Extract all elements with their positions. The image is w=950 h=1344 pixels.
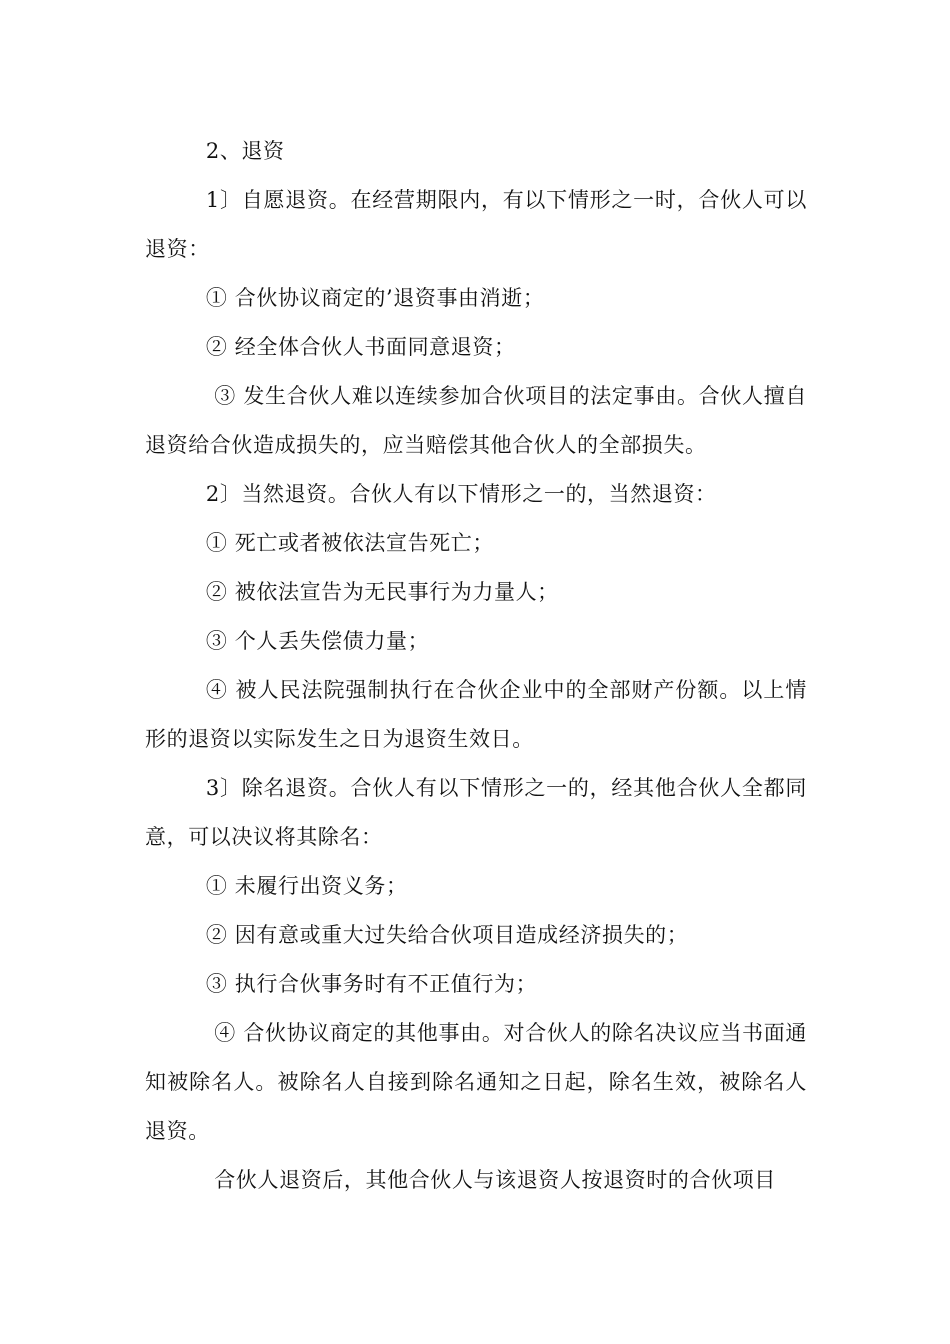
- list-item: ② 经全体合伙人书面同意退资；: [205, 335, 516, 359]
- list-item: ③ 发生合伙人难以连续参加合伙项目的法定事由。合伙人擅自退资给合伙造成损失的，应当赔偿其他合伙人的全部损失。: [145, 384, 807, 457]
- list-item: ③ 个人丢失偿债力量；: [205, 629, 430, 653]
- list-item: ② 因有意或重大过失给合伙项目造成经济损失的；: [205, 923, 689, 947]
- list-item: ① 合伙协议商定的’退资事由消逝；: [205, 286, 545, 310]
- paragraph-after-withdrawal: 合伙人退资后，其他合伙人与该退资人按退资时的合伙项目: [214, 1168, 776, 1192]
- list-item: ① 死亡或者被依法宣告死亡；: [205, 531, 494, 555]
- list-item: ④ 合伙协议商定的其他事由。对合伙人的除名决议应当书面通知被除名人。被除名人自接到除名通知之日起，除名生效，被除名人退资。: [145, 1021, 807, 1143]
- paragraph-expulsion-withdrawal: 3〕除名退资。合伙人有以下情形之一的，经其他合伙人全都同意，可以决议将其除名：: [145, 776, 807, 849]
- list-item: ① 未履行出资义务；: [205, 874, 408, 898]
- section-heading: 2、退资: [205, 139, 285, 163]
- document-body: [145, 127, 807, 1205]
- paragraph-voluntary-withdrawal: 1〕自愿退资。在经营期限内，有以下情形之一时，合伙人可以退资：: [145, 188, 807, 261]
- list-item: ③ 执行合伙事务时有不正值行为；: [205, 972, 538, 996]
- paragraph-automatic-withdrawal: 2〕当然退资。合伙人有以下情形之一的，当然退资：: [205, 482, 717, 506]
- list-item: ④ 被人民法院强制执行在合伙企业中的全部财产份额。以上情形的退资以实际发生之日为退资生效日。: [145, 678, 807, 751]
- list-item: ② 被依法宣告为无民事行为力量人；: [205, 580, 559, 604]
